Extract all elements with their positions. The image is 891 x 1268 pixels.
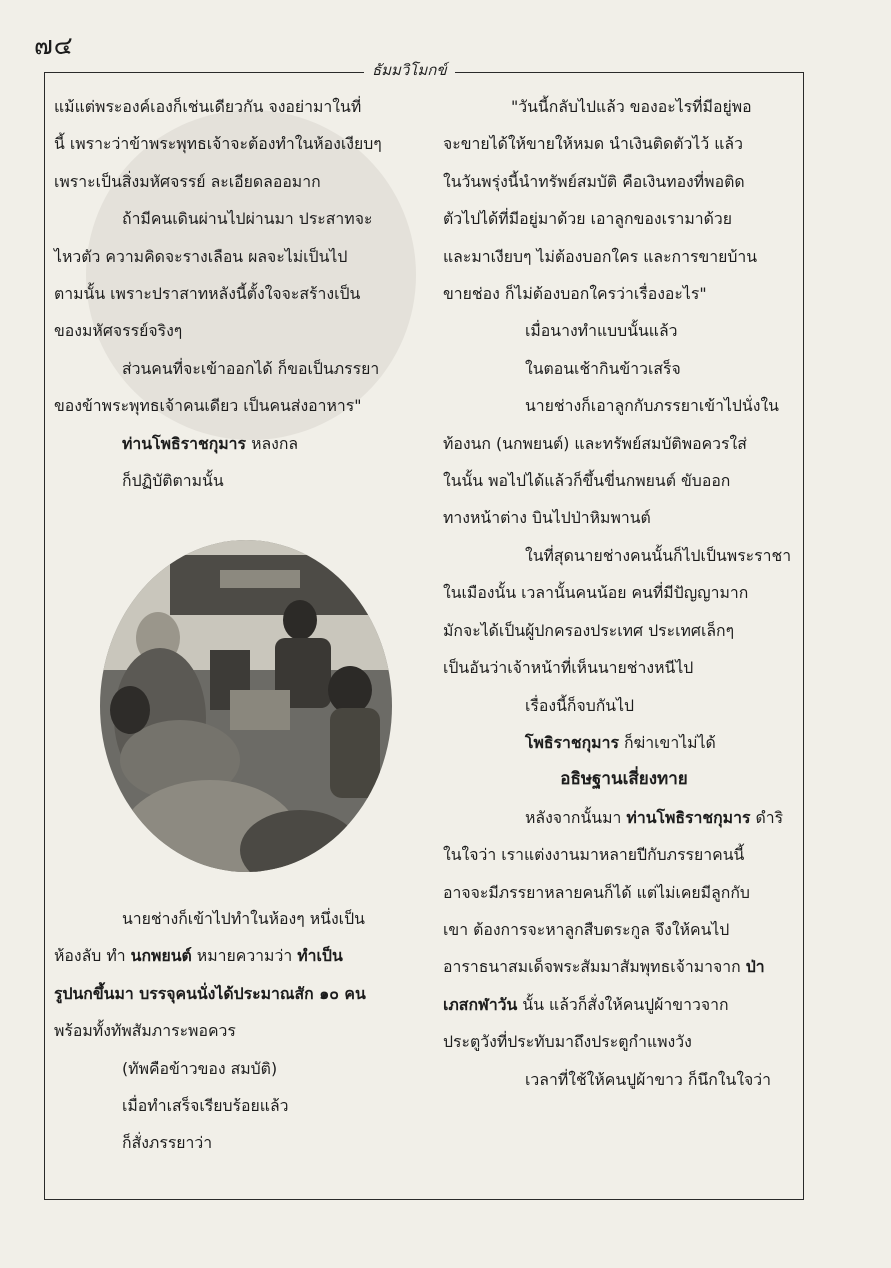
text-line: ของข้าพระพุทธเจ้าคนเดียว เป็นคนส่งอาหาร" [54, 396, 362, 416]
text-line: ไหวตัว ความคิดจะรางเลือน ผลจะไม่เป็นไป [54, 246, 348, 266]
bold-place: เภสกฬาวัน [443, 994, 518, 1014]
bold-term: นกพยนต์ [130, 946, 192, 966]
text-line: เขา ต้องการจะหาลูกสืบตระกูล จึงให้คนไป [443, 919, 730, 939]
text-line [54, 937, 422, 974]
text-line [54, 975, 422, 1012]
text-span: อาราธนาสมเด็จพระสัมมาสัมพุทธเจ้ามาจาก [443, 957, 741, 977]
text-line: ก็สั่งภรรยาว่า [122, 1133, 213, 1153]
text-line: ในนั้น พอไปได้แล้วก็ขึ้นขี่นกพยนต์ ขับออก [443, 471, 731, 491]
bold-name: ท่านโพธิราชกุมาร [122, 433, 247, 453]
text-line: เป็นอันว่าเจ้าหน้าที่เห็นนายช่างหนีไป [443, 658, 694, 678]
text-line [443, 986, 805, 1023]
text-line: เรื่องนี้ก็จบกันไป [525, 695, 635, 715]
text-line: ท้องนก (นกพยนต์) และทรัพย์สมบัติพอควรใส่ [443, 433, 747, 453]
text-line: ส่วนคนที่จะเข้าออกได้ ก็ขอเป็นภรรยา [122, 358, 380, 378]
text-line: นายช่างก็เอาลูกกับภรรยาเข้าไปนั่งใน [525, 396, 779, 416]
text-line: ตามนั้น เพราะปราสาทหลังนี้ตั้งใจจะสร้างเป็น [54, 284, 361, 304]
text-line [443, 799, 805, 836]
text-line [443, 724, 805, 761]
text-line: ในวันพรุ่งนี้นำทรัพย์สมบัติ คือเงินทองที่พอติด [443, 171, 745, 191]
text-line: ของมหัศจรรย์จริงๆ [54, 321, 183, 341]
bold-name: ท่านโพธิราชกุมาร [626, 807, 751, 827]
photo-illustration [100, 540, 392, 872]
text-line: ในตอนเช้ากินข้าวเสร็จ [525, 358, 681, 378]
text-line: แม้แต่พระองค์เองก็เช่นเดียวกัน จงอย่ามาในที่ [54, 97, 362, 116]
monk-photo [100, 540, 392, 872]
text-line: และมาเงียบๆ ไม่ต้องบอกใคร และการขายบ้าน [443, 246, 758, 266]
text-line [54, 425, 422, 462]
text-line: ก็ปฏิบัติตามนั้น [122, 471, 224, 491]
text-line: ขายช่อง ก็ไม่ต้องบอกใครว่าเรื่องอะไร" [443, 284, 707, 304]
bold-place: ป่า [745, 957, 765, 977]
section-heading: อธิษฐานเสี่ยงทาย [560, 769, 688, 790]
text-line: ถ้ามีคนเดินผ่านไปผ่านมา ประสาทจะ [122, 209, 373, 229]
text-line: ในใจว่า เราแต่งงานมาหลายปีกับภรรยาคนนี้ [443, 845, 745, 865]
text-line: มักจะได้เป็นผู้ปกครองประเทศ ประเทศเล็กๆ [443, 620, 735, 640]
text-line: นายช่างก็เข้าไปทำในห้องๆ หนึ่งเป็น [122, 909, 365, 928]
text-span: หลงกล [251, 433, 299, 453]
text-span: ห้องลับ ทำ [54, 946, 126, 966]
text-line: ในที่สุดนายช่างคนนั้นก็ไปเป็นพระราชา [525, 545, 792, 565]
text-span: นั้น แล้วก็สั่งให้คนปูผ้าขาวจาก [522, 994, 729, 1014]
text-line: ประตูวังที่ประทับมาถึงประตูกำแพงวัง [443, 1032, 692, 1052]
text-line: นี้ เพราะว่าข้าพระพุทธเจ้าจะต้องทำในห้องเงียบๆ [54, 134, 382, 154]
running-header: ธัมมวิโมกข์ [364, 58, 455, 82]
text-line: จะขายได้ให้ขายให้หมด นำเงินติดตัวไว้ แล้ว [443, 134, 743, 154]
left-column-top [54, 88, 422, 499]
bold-term: ทำเป็น [297, 946, 343, 966]
text-span: ก็ฆ่าเขาไม่ได้ [623, 732, 716, 752]
text-line [443, 948, 805, 985]
text-line: ในเมืองนั้น เวลานั้นคนน้อย คนที่มีปัญญามาก [443, 583, 749, 603]
text-line: เมื่อนางทำแบบนั้นแล้ว [525, 321, 678, 341]
text-span: ดำริ [755, 807, 784, 827]
bold-name: โพธิราชกุมาร [525, 732, 619, 752]
text-line: อาจจะมีภรรยาหลายคนก็ได้ แต่ไม่เคยมีลูกกับ [443, 882, 750, 902]
page-number: ๗๔ [34, 31, 74, 60]
text-line: "วันนี้กลับไปแล้ว ของอะไรที่มีอยู่พอ [511, 97, 752, 116]
text-line: เมื่อทำเสร็จเรียบร้อยแล้ว [122, 1096, 289, 1116]
text-line: พร้อมทั้งทัพสัมภาระพอควร [54, 1021, 236, 1041]
text-line: เวลาที่ใช้ให้คนปูผ้าขาว ก็นึกในใจว่า [525, 1069, 772, 1089]
text-span: หมายความว่า [196, 946, 293, 966]
text-line: เพราะเป็นสิ่งมหัศจรรย์ ละเอียดลออมาก [54, 171, 321, 191]
text-line: ทางหน้าต่าง บินไปป่าหิมพานต์ [443, 508, 651, 528]
bold-line: รูปนกขึ้นมา บรรจุคนนั่งได้ประมาณสัก ๑๐ คน [54, 983, 366, 1003]
left-column-bottom [54, 900, 422, 1162]
text-line: (ทัพคือข้าวของ สมบัติ) [122, 1058, 278, 1078]
right-column [443, 88, 805, 1098]
text-line: ตัวไปได้ที่มีอยู่มาด้วย เอาลูกของเรามาด้วย [443, 209, 732, 229]
text-span: หลังจากนั้นมา [525, 807, 622, 827]
